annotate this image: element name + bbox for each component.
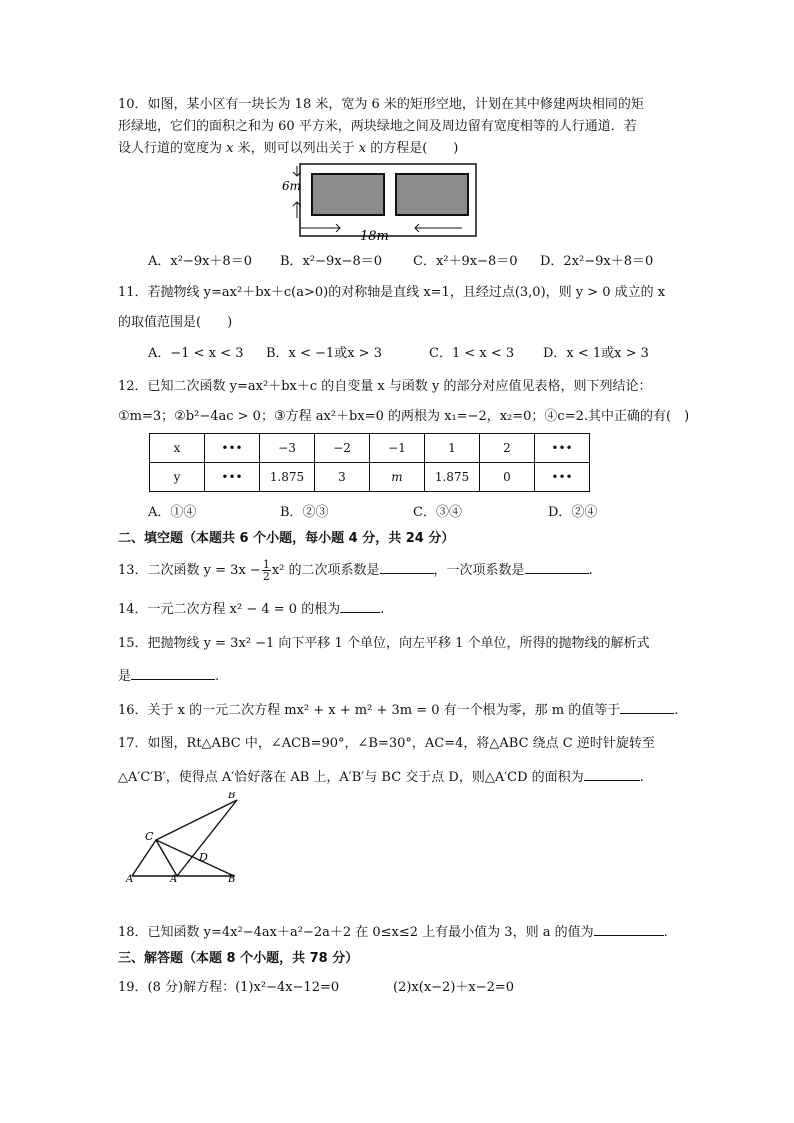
q10-option-b[interactable]: B．x²−9x−8＝0 [280,254,383,269]
q12-option-c[interactable]: C．③④ [413,505,462,520]
q13: 13．二次函数 y = 3x − $\frac{1}{2}$ x² 的二次项系数是 ，一次项系数是 . [118,558,593,583]
svg-text:C: C [145,830,154,843]
q12-line2: ①m=3；②b²−4ac > 0；③方程 ax²＋bx=0 的两根为 x₁=−2，x₂=0；④c=2.其中正确的有( ) [118,409,690,424]
q14: 14．一元二次方程 x² − 4 = 0 的根为 . [118,598,384,619]
q18: 18．已知函数 y=4x²−4ax＋a²−2a＋2 在 0≤x≤2 上有最小值为 3，则 a 的值为 . [118,921,668,942]
svg-text:B′: B′ [228,792,238,801]
q12-option-a[interactable]: A．①④ [148,505,197,520]
q10-figure [280,162,480,246]
q13-blank-1[interactable] [380,559,434,574]
q15-blank[interactable] [131,665,215,680]
section-3-heading: 三、解答题（本题 8 个小题，共 78 分） [118,951,359,966]
table-row: y ••• 1.875 3 m 1.875 0 ••• [150,463,590,492]
q10-option-c[interactable]: C．x²＋9x−8＝0 [413,254,518,269]
q11-option-a[interactable]: A．−1 < x < 3 [148,346,244,361]
green-area-right [396,174,468,215]
green-area-left [312,174,384,215]
q11-line1: 11．若抛物线 y=ax²＋bx＋c(a>0)的对称轴是直线 x=1，且经过点(3,0)，则 y > 0 成立的 x [118,285,666,300]
q17-line1: 17．如图，Rt△ABC 中，∠ACB=90°，∠B=30°，AC=4，将△ABC 绕点 C 逆时针旋转至 [118,736,655,751]
fraction-one-half: $\frac{1}{2}$ [262,558,270,583]
q16: 16．关于 x 的一元二次方程 mx² + x + m² + 3m = 0 有一个根为零，那 m 的值等于 . [118,699,678,720]
table-row: x ••• −3 −2 −1 1 2 ••• [150,434,590,463]
q19-part1: 19．(8 分)解方程：(1)x²−4x−12=0 [118,980,340,995]
q14-blank[interactable] [340,598,380,613]
q16-blank[interactable] [620,699,674,714]
q11-option-c[interactable]: C．1 < x < 3 [429,346,515,361]
q12-line1: 12．已知二次函数 y=ax²＋bx＋c 的自变量 x 与函数 y 的部分对应值见表格，则下列结论： [118,379,652,394]
svg-text:B: B [228,874,236,882]
q17-line2: △A′C′B′，使得点 A′恰好落在 AB 上，A′B′与 BC 交于点 D，则△A′CD 的面积为 . [118,766,644,787]
value-table [149,433,590,492]
q15-line2: 是 . [118,665,219,686]
q12-option-b[interactable]: B．②③ [280,505,329,520]
width-label: 6m [282,179,302,193]
q15-line1: 15．把抛物线 y = 3x² −1 向下平移 1 个单位，向左平移 1 个单位，所得的抛物线的解析式 [118,636,650,651]
q19-part2: (2)x(x−2)＋x−2=0 [393,980,515,995]
q12-option-d[interactable]: D．②④ [548,505,598,520]
q18-blank[interactable] [594,921,664,936]
q11-line2: 的取值范围是( ) [118,315,233,330]
q10-line1: 10．如图，某小区有一块长为 18 米，宽为 6 米的矩形空地，计划在其中修建两块相同的矩 [118,97,644,112]
svg-text:A: A [126,874,134,882]
svg-text:A′: A′ [170,874,180,882]
q17-blank[interactable] [584,766,640,781]
q11-option-b[interactable]: B．x < −1或x > 3 [266,346,382,361]
q17-triangle-figure [122,792,252,882]
q13-blank-2[interactable] [525,559,589,574]
length-label: 18m [360,229,389,244]
q10-option-d[interactable]: D．2x²−9x＋8＝0 [540,254,654,269]
q11-option-d[interactable]: D．x < 1或x > 3 [543,346,649,361]
svg-text:D: D [199,851,208,864]
q10-line3: 设人行道的宽度为 x 米，则可以列出关于 x 的方程是( ) [118,141,459,156]
q10-option-a[interactable]: A．x²−9x＋8＝0 [148,254,252,269]
q10-line2: 形绿地，它们的面积之和为 60 平方米，两块绿地之间及周边留有宽度相等的人行通道．若 [118,119,637,134]
section-2-heading: 二、填空题（本题共 6 个小题，每小题 4 分，共 24 分） [118,531,455,546]
